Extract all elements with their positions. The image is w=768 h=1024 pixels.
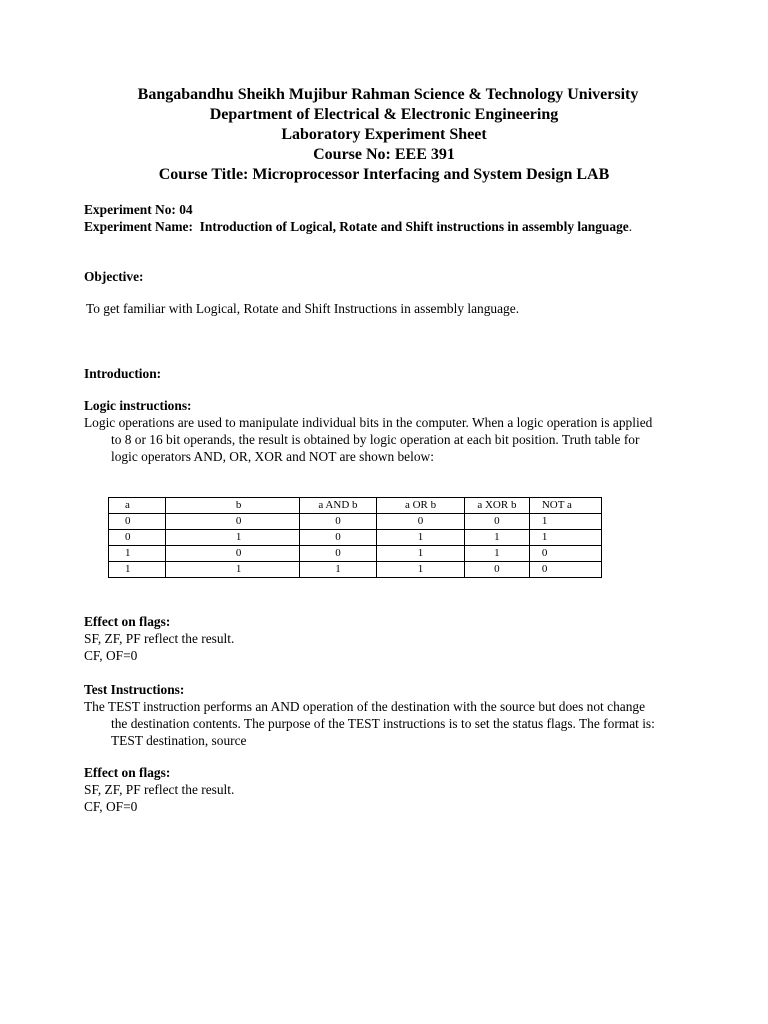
flags-line-2a: SF, ZF, PF reflect the result. [84,782,235,797]
flags-section-2 [84,764,684,815]
introduction-heading: Introduction: [84,366,162,381]
table-cell: 1 [464,546,529,562]
objective-text: To get familiar with Logical, Rotate and Shift Instructions in assembly language. [86,301,520,316]
table-cell: 1 [377,562,465,578]
header-or: a OR b [377,498,465,514]
header-xor: a XOR b [464,498,529,514]
experiment-info [84,201,684,235]
table-cell: 0 [165,546,299,562]
table-cell: 1 [529,514,601,530]
table-cell: 0 [109,514,166,530]
test-paragraph: The TEST instruction performs an AND operation of the destination with the source but does not change the destination contents. The purpose of the TEST instructions is to set the status flags. The format is: TEST destination, source [84,699,655,748]
table-row [109,562,602,578]
course-number: Course No: EEE 391 [313,146,455,163]
experiment-name [84,218,684,235]
sheet-title: Laboratory Experiment Sheet [281,126,487,143]
truth-table-header-row [109,498,602,514]
table-cell: 0 [109,530,166,546]
flags-heading-2: Effect on flags: [84,765,171,780]
logic-heading: Logic instructions: [84,398,192,413]
truth-table [108,497,602,578]
header-b: b [165,498,299,514]
flags-heading-1: Effect on flags: [84,614,171,629]
table-cell: 0 [464,562,529,578]
flags-line-1a: SF, ZF, PF reflect the result. [84,631,235,646]
table-cell: 0 [299,546,376,562]
logic-paragraph: Logic operations are used to manipulate individual bits in the computer. When a logic operation is applied to 8 or 16 bit operands, the result is obtained by logic operation at each bit position. Truth table for logic operators AND, OR, XOR and NOT are shown below: [84,415,653,464]
table-cell: 1 [165,562,299,578]
table-cell: 0 [529,546,601,562]
table-cell: 1 [165,530,299,546]
objective-heading: Objective: [84,269,144,284]
experiment-name-text: Introduction of Logical, Rotate and Shift instructions in assembly language [199,219,629,234]
university-name: Bangabandhu Sheikh Mujibur Rahman Science & Technology University [137,86,639,103]
table-cell: 1 [109,546,166,562]
table-cell: 1 [299,562,376,578]
table-row [109,530,602,546]
document-header [0,85,768,185]
header-not: NOT a [529,498,601,514]
header-and: a AND b [299,498,376,514]
course-title: Course Title: Microprocessor Interfacing and System Design LAB [158,166,610,183]
experiment-name-period: . [628,219,633,234]
table-cell: 0 [529,562,601,578]
table-cell: 1 [377,546,465,562]
table-row [109,514,602,530]
experiment-name-label: Experiment Name: [84,219,193,234]
table-row [109,546,602,562]
flags-line-2b: CF, OF=0 [84,799,138,814]
header-a: a [109,498,166,514]
flags-line-1b: CF, OF=0 [84,648,138,663]
table-cell: 0 [165,514,299,530]
table-cell: 0 [377,514,465,530]
department-name: Department of Electrical & Electronic Engineering [209,106,559,123]
table-cell: 1 [529,530,601,546]
table-cell: 1 [109,562,166,578]
experiment-number: Experiment No: 04 [84,202,193,217]
table-cell: 0 [299,530,376,546]
table-cell: 0 [299,514,376,530]
table-cell: 1 [464,530,529,546]
test-heading: Test Instructions: [84,682,185,697]
table-cell: 1 [377,530,465,546]
flags-section-1 [84,613,684,664]
table-cell: 0 [464,514,529,530]
